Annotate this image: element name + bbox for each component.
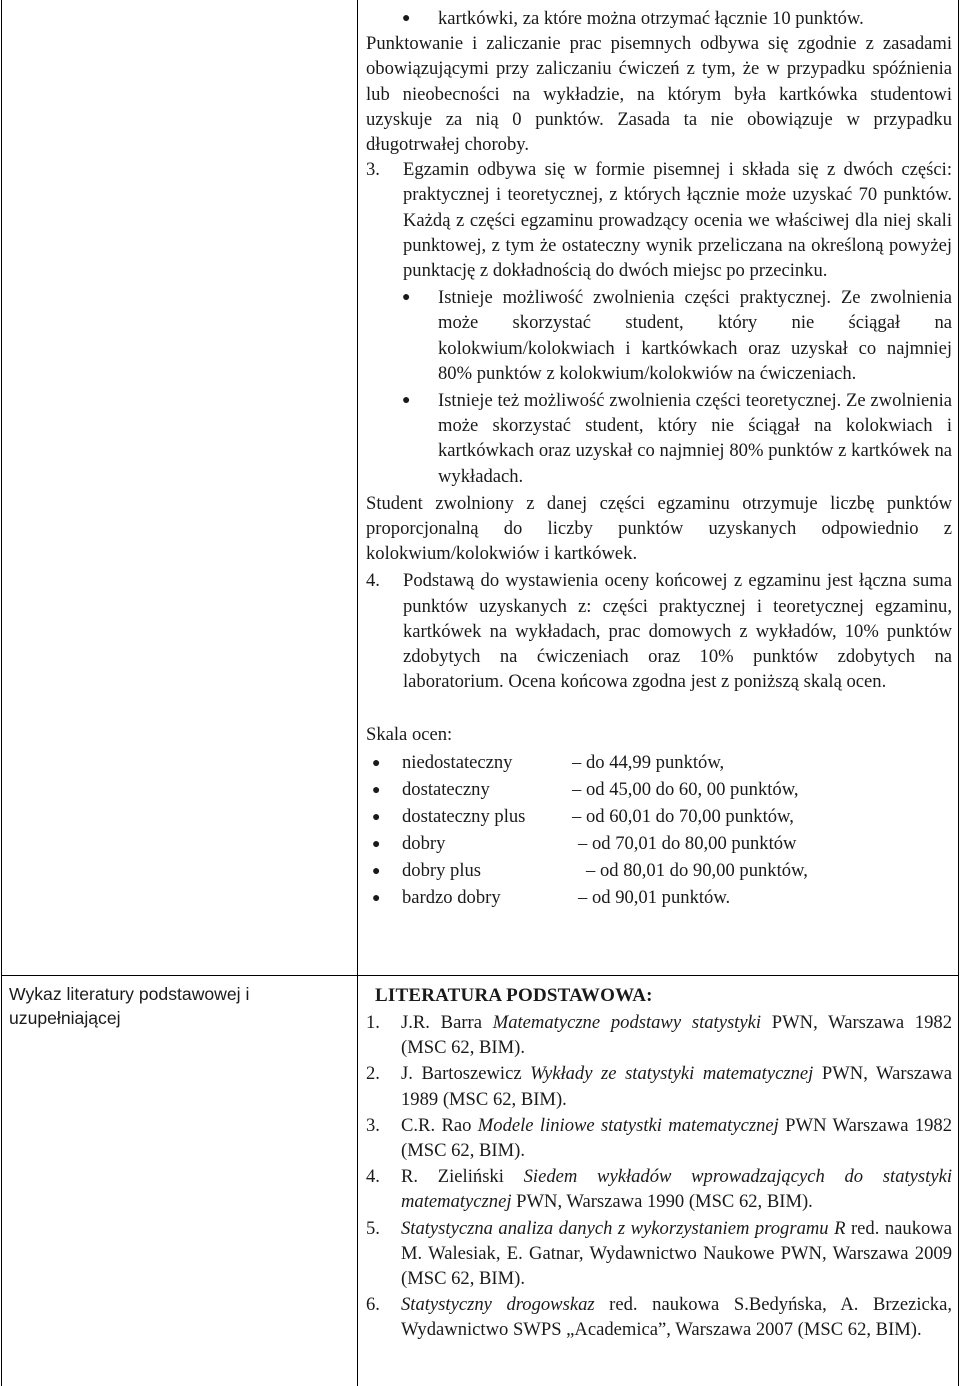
scale-title: Skala ocen:	[366, 724, 453, 746]
paragraph: Podstawą do wystawienia oceny końcowej z egzaminu jest łączna suma punktów uzyskanych z: części praktycznej i teoretycznej egzaminu, kartkówek na wykładach, prac domowych z wykładów, 10% punktów zdobytych na ćwiczeniach oraz 10% punktów zdobytych na laboratorium. Ocena końcowa zgodna jest z poniższą skalą ocen.	[403, 570, 952, 693]
bullet-icon: ●	[372, 890, 381, 906]
grade-name: dostateczny	[402, 778, 490, 800]
bullet-icon: ●	[372, 863, 381, 879]
literature-list	[366, 1010, 952, 1343]
literature-publisher: red. naukowa S.Bedyńska, A. Brzezicka, Wydawnictwo SWPS „Academica”, Warszawa 2007 (MSC 62, BIM).	[401, 1294, 952, 1341]
literature-author: J.R. Barra	[401, 1012, 493, 1033]
literature-number: 3.	[366, 1114, 380, 1136]
grade-scale-row	[372, 831, 952, 858]
grade-range: – do 44,99 punktów,	[572, 751, 725, 773]
bullet-icon: ●	[372, 755, 381, 771]
bullet-text: kartkówki, za które można otrzymać łącznie 10 punktów.	[438, 8, 864, 29]
table-border-left	[1, 0, 2, 1386]
literature-number: 4.	[366, 1166, 380, 1188]
literature-publisher: PWN, Warszawa 1989 (MSC 62, BIM).	[401, 1063, 952, 1110]
list-item	[366, 157, 952, 283]
grade-range: – od 60,01 do 70,00 punktów,	[572, 805, 794, 827]
list-item	[402, 6, 952, 31]
table-row-divider	[1, 975, 958, 976]
literature-title: Statystyczny drogowskaz	[401, 1294, 595, 1316]
grade-name: dobry plus	[402, 859, 482, 881]
literature-author: C.R. Rao	[401, 1114, 478, 1136]
list-number: 3.	[366, 159, 380, 181]
grade-scale-row	[372, 777, 952, 804]
literature-number: 1.	[366, 1012, 380, 1033]
grade-name: niedostateczny	[402, 751, 513, 773]
grade-scale-row	[372, 885, 952, 912]
grade-range: – od 45,00 do 60, 00 punktów,	[572, 778, 799, 800]
literature-publisher: PWN, Warszawa 1990 (MSC 62, BIM).	[511, 1191, 813, 1213]
grade-range: – od 90,01 punktów.	[578, 886, 731, 908]
literature-title: Statystyczna analiza danych z wykorzystaniem programu R	[401, 1217, 846, 1239]
literature-number: 6.	[366, 1294, 380, 1316]
bullet-icon: ●	[372, 782, 381, 798]
list-item	[402, 388, 952, 489]
literature-title: Matematyczne podstawy statystyki	[492, 1012, 762, 1033]
literature-number: 2.	[366, 1063, 380, 1085]
literature-publisher: PWN, Warszawa 1982 (MSC 62, BIM).	[401, 1012, 952, 1059]
literature-item	[366, 1216, 952, 1292]
list-number: 4.	[366, 570, 380, 592]
literature-author: R. Zieliński	[401, 1166, 524, 1188]
list-item	[366, 568, 952, 694]
literature-item	[366, 1292, 952, 1342]
literature-item	[366, 1061, 952, 1111]
grade-name: bardzo dobry	[402, 886, 501, 908]
grade-scale-list	[372, 750, 952, 912]
grade-range: – od 70,01 do 80,00 punktów	[578, 832, 797, 854]
grade-scale-row	[372, 750, 952, 777]
literature-heading	[375, 984, 952, 1008]
literature-item	[366, 1113, 952, 1163]
bullet-text: Istnieje też możliwość zwolnienia części teoretycznej. Ze zwolnienia może skorzystać student, który nie ściągał na kolokwiach i kartkówkach oraz uzyskał co najmniej 80% punktów z kartkówek na wykładach.	[438, 390, 952, 487]
literature-title: Wykłady ze statystyki matematycznej	[530, 1063, 814, 1085]
literature-cell	[366, 984, 952, 1344]
bullet-text: Istnieje możliwość zwolnienia części praktycznej. Ze zwolnienia może skorzystać student, który nie ściągał na kolokwium/kolokwiach i kartkówkach oraz uzyskał co najmniej 80% punktów z kolokwium/kolokwiów na ćwiczeniach.	[438, 287, 952, 384]
grade-name: dobry	[402, 832, 446, 854]
literature-label: Wykaz literatury podstawowej i uzupełniającej	[9, 984, 250, 1028]
table-column-divider	[357, 0, 358, 1386]
bullet-icon: ●	[402, 290, 411, 306]
paragraph: Student zwolniony z danej części egzaminu otrzymuje liczbę punktów proporcjonalną do liczby punktów uzyskanych odpowiednio z kolokwium/kolokwiów i kartkówek.	[366, 492, 952, 565]
grade-scale-row	[372, 804, 952, 831]
paragraph: Egzamin odbywa się w formie pisemnej i składa się z dwóch części: praktycznej i teoretycznej, z których łącznie może uzyskać 70 punktów. Każdą z części egzaminu prowadzący ocenia we właściwej dla niej skali punktowej, z tym że ostateczny wynik przeliczana na określoną powyżej punktację z dokładnością do dwóch miejsc po przecinku.	[403, 159, 952, 282]
list-item	[402, 285, 952, 386]
literature-item	[366, 1010, 952, 1060]
literature-publisher: red. naukowa M. Walesiak, E. Gatnar, Wydawnictwo Naukowe PWN, Warszawa 2009 (MSC 62, BIM).	[401, 1217, 952, 1290]
bullet-icon: ●	[372, 809, 381, 825]
literature-author: J. Bartoszewicz	[401, 1063, 531, 1085]
bullet-icon: ●	[372, 836, 381, 852]
literature-label-cell	[9, 982, 349, 1030]
table-border-right	[958, 0, 959, 1386]
literature-title: Siedem wykładów wprowadzających do statystyki matematycznej	[401, 1166, 952, 1213]
literature-publisher: PWN Warszawa 1982 (MSC 62, BIM).	[401, 1114, 952, 1162]
grading-rules-cell	[366, 6, 952, 912]
grade-scale-row	[372, 858, 952, 885]
literature-title: Modele liniowe statystki matematycznej	[477, 1114, 779, 1136]
literature-heading-text: LITERATURA PODSTAWOWA:	[375, 985, 653, 1006]
grade-range: – od 80,01 do 90,00 punktów,	[586, 859, 808, 881]
grade-name: dostateczny plus	[402, 805, 526, 827]
bullet-icon: ●	[402, 11, 411, 26]
paragraph: Punktowanie i zaliczanie prac pisemnych odbywa się zgodnie z zasadami obowiązującymi przy zaliczaniu ćwiczeń z tym, że w przypadku spóźnienia lub nieobecności na wykładzie, na którym była kartkówka studentowi uzyskuje za nią 0 punktów. Zasada ta nie obowiązuje w przypadku długotrwałej choroby.	[366, 33, 952, 156]
bullet-icon: ●	[402, 393, 411, 409]
literature-number: 5.	[366, 1217, 380, 1239]
literature-item	[366, 1164, 952, 1214]
